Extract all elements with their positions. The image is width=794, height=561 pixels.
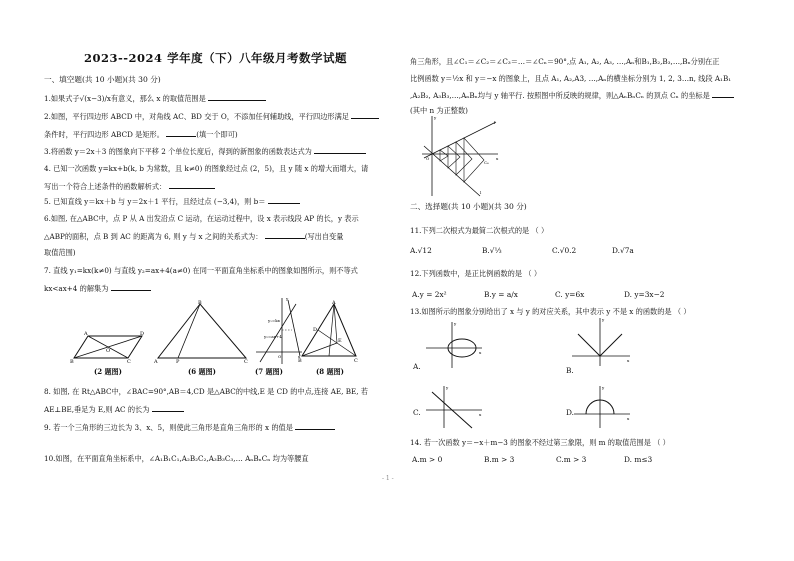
question-12: 12.下列函数中，是正比例函数的是 （ ）: [410, 269, 542, 278]
page-number: - 1 -: [382, 475, 394, 482]
svg-text:y: y: [434, 115, 437, 120]
question-1: 1.如果式子√(x−3)/x有意义，那么 x 的取值范围是: [44, 93, 266, 103]
q14-option-b: B.m > 3: [484, 455, 515, 464]
figure-q6-triangle: [154, 300, 250, 364]
q12-option-c: C. y=6x: [555, 290, 585, 299]
q12-option-a: A.y = 2x²: [412, 290, 447, 299]
q11-option-d: D.√7a: [612, 246, 634, 255]
question-10-line-1: 10.如图，在平面直角坐标系中，∠A₁B₁C₁,A₂B₂C₂,A₃B₃C₃,… AₙBₙCₙ 均为等腰直: [44, 454, 309, 463]
q12-option-b: B.y = a/x: [484, 290, 518, 299]
svg-text:P: P: [176, 359, 180, 364]
q13-graph-b: [570, 316, 632, 368]
q13-graph-d: [572, 384, 632, 430]
q11-option-b: B.√⅓: [482, 246, 502, 255]
svg-text:D: D: [140, 331, 145, 337]
caption-q6-figure: (6 题图): [188, 367, 216, 376]
svg-text:A: A: [84, 331, 88, 337]
question-6-line-3: 取值范围): [44, 248, 76, 257]
svg-text:A: A: [332, 300, 336, 306]
question-3: 3.将函数 y＝2x＋3 的图象向下平移 2 个单位长度后，得到的新图象的函数表达式为: [44, 146, 366, 156]
svg-text:C: C: [354, 358, 358, 364]
svg-text:E: E: [338, 338, 342, 344]
svg-text:C₄: C₄: [484, 160, 489, 165]
section-multiple-choice: 二、选择题(共 10 小题)(共 30 分): [410, 202, 527, 211]
question-10-line-3: 比例函数 y＝½x 和 y＝−x 的图象上，且点 A₁, A₂,A3, …,Aₙ的横坐标分别为 1, 2, 3…n, 线段 A₁B₁: [410, 74, 732, 83]
figure-q8-triangle: [298, 300, 360, 364]
question-2-line-1: 2.如图，平行四边形 ABCD 中，对角线 AC、BD 交于 O，不添加任何辅助线，平行四边形满足: [44, 111, 379, 121]
question-14: 14. 若一次函数 y＝−x＋m−3 的图象不经过第三象限，则 m 的取值范围是 （ ）: [410, 438, 670, 447]
svg-text:B: B: [298, 358, 302, 364]
page-title: 2023--2024 学年度（下）八年级月考数学试题: [84, 51, 348, 65]
svg-text:x: x: [479, 350, 482, 355]
question-7-line-1: 7. 直线 y₁=kx(k≠0) 与直线 y₂=ax+4(a≠0) 在同一平面直角坐标系中的图象如图所示，则不等式: [44, 266, 358, 275]
svg-text:B: B: [198, 300, 202, 306]
question-10-line-2: 角三角形，且∠C₁＝∠C₂＝∠C₃＝…＝∠Cₙ＝90°,点 A₁, A₂, A₃, …,Aₙ和B₁,B₂,B₃,…,Bₙ分别在正: [410, 57, 720, 66]
figure-q7-graph: [252, 296, 304, 366]
q14-option-a: A.m > 0: [412, 455, 443, 464]
question-11: 11.下列二次根式为最简二次根式的是 （ ）: [410, 226, 549, 235]
svg-text:y: y: [454, 321, 457, 326]
svg-text:x: x: [627, 358, 630, 363]
question-10-line-4: ,A₂B₂, A₃B₃,…,AₙBₙ均与 y 轴平行. 按照图中所反映的规律，则△AₙBₙCₙ 的顶点 Cₙ 的坐标是: [410, 90, 734, 100]
q12-option-d: D. y=3x−2: [624, 290, 665, 299]
svg-text:y₂=ax+4: y₂=ax+4: [264, 334, 282, 339]
svg-text:x: x: [496, 156, 499, 161]
q11-option-a: A.√12: [410, 246, 432, 255]
svg-text:A: A: [154, 359, 158, 364]
q13-graph-a: [424, 320, 484, 370]
q13-label-d: D.: [566, 408, 575, 417]
svg-text:l: l: [480, 190, 482, 195]
question-13: 13.如图所示的图象分别给出了 x 与 y 的对应关系，其中表示 y 不是 x 的函数的是 （ ）: [410, 307, 691, 316]
q11-option-c: C.√0.2: [552, 246, 577, 255]
q13-label-a: A.: [413, 362, 421, 371]
svg-text:y: y: [446, 385, 449, 390]
svg-text:O: O: [106, 348, 111, 354]
svg-text:y: y: [602, 385, 605, 390]
svg-text:x: x: [479, 412, 482, 417]
svg-text:O: O: [426, 156, 430, 161]
q13-label-b: B.: [566, 366, 574, 375]
caption-q2-figure: (2 题图): [94, 367, 122, 376]
svg-text:D: D: [313, 327, 318, 333]
question-9: 9. 若一个三角形的三边长为 3、x、5，则使此三角形是直角三角形的 x 的值是: [44, 422, 335, 432]
question-7-line-2: kx<ax+4 的解集为: [44, 283, 151, 293]
figure-q2-parallelogram: [70, 330, 146, 364]
svg-text:y₁=kx: y₁=kx: [268, 318, 280, 323]
question-2-line-2: 条件时，平行四边形 ABCD 是矩形。 (填一个即可): [44, 130, 238, 139]
question-10-line-5: (其中 n 为正整数): [410, 106, 468, 115]
svg-text:x: x: [627, 416, 630, 421]
svg-text:y: y: [286, 296, 289, 301]
section-fill-in: 一、填空题(共 10 小题)(共 30 分): [44, 75, 161, 84]
q14-option-d: D. m≤3: [624, 455, 653, 464]
svg-text:l: l: [494, 120, 496, 125]
figure-q10-triangles: [420, 114, 502, 198]
question-8-line-1: 8. 如图, 在 Rt△ABC中，∠BAC=90°,AB＝4,CD 是△ABC的中线,E 是 CD 的中点,连接 AE, BE, 若: [44, 387, 368, 396]
question-8-line-2: AE⊥BE,垂足为 E,则 AC 的长为: [44, 404, 184, 414]
svg-text:C: C: [127, 359, 131, 364]
question-5: 5. 已知直线 y＝kx＋b 与 y＝2x＋1 平行，且经过点 (−3,4)，则 b＝: [44, 196, 300, 206]
q14-option-c: C.m > 3: [556, 455, 587, 464]
caption-q8-figure: (8 题图): [316, 367, 344, 376]
svg-text:B: B: [70, 359, 74, 364]
svg-text:y: y: [602, 317, 605, 322]
question-4-line-2: 写出一个符合上述条件的函数解析式：: [44, 181, 215, 191]
q13-graph-c: [424, 384, 484, 430]
svg-text:O: O: [278, 354, 282, 359]
question-4-line-1: 4. 已知一次函数 y=kx+b(k, b 为常数，且 k≠0) 的图象经过点 (2，5)，且 y 随 x 的增大而增大，请: [44, 164, 369, 173]
q13-label-c: C.: [413, 408, 421, 417]
svg-text:C: C: [244, 359, 248, 364]
question-6-line-1: 6.如图, 在△ABC中，点 P 从 A 出发沿点 C 运动，在运动过程中，设 x 表示线段 AP 的长，y 表示: [44, 214, 359, 223]
caption-q7-figure: (7 题图): [255, 367, 283, 376]
question-6-line-2: △ABP的面积，点 B 到 AC 的距离为 6, 则 y 与 x 之间的关系式为： (写出自变量: [44, 232, 344, 241]
svg-text:x: x: [298, 354, 301, 359]
